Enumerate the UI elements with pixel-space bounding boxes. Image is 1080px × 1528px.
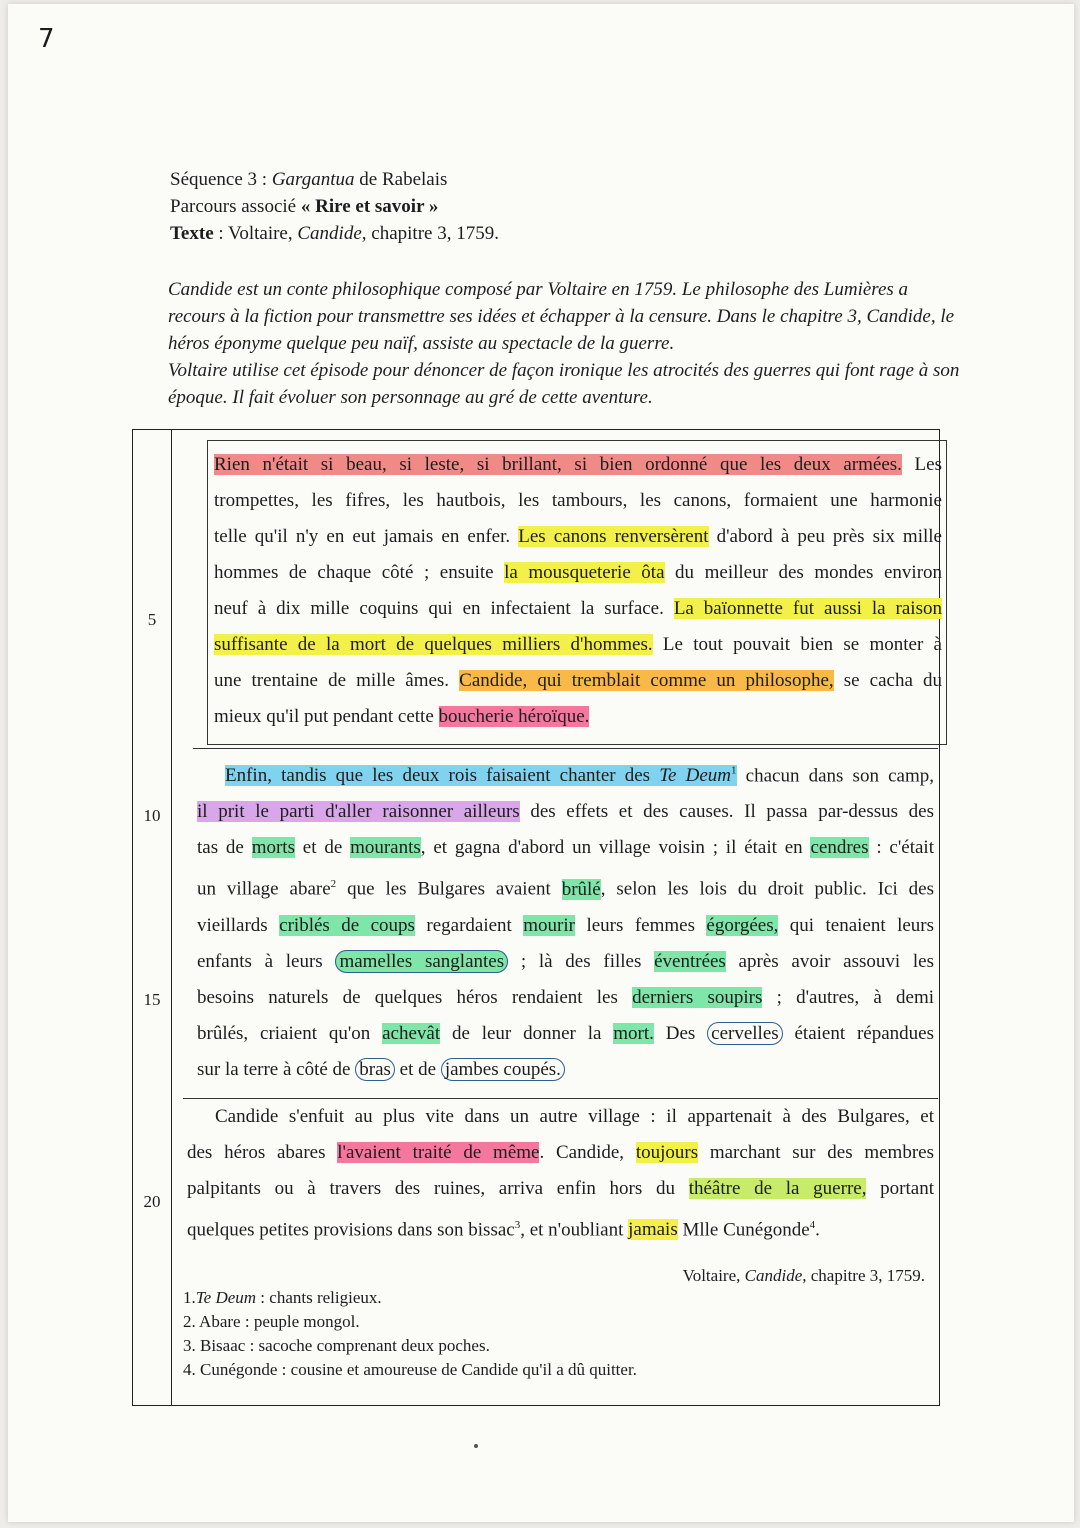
parcours-line: Parcours associé « Rire et savoir » xyxy=(170,196,439,217)
footnote: 3. Bisaac : sacoche comprenant deux poches. xyxy=(183,1336,490,1355)
sequence-line: Séquence 3 : Gargantua de Rabelais xyxy=(170,169,448,190)
footnote: 2. Abare : peuple mongol. xyxy=(183,1312,360,1331)
paragraph-1: Rien n'était si beau, si leste, si brillant, si bien ordonné que les deux armées. Les trompettes, les fifres, les hautbois, les tambours, les canons, formaient une harmonie telle qu'il n'y en eut jamais en enfer. Les canons renversèrent d'abord à peu près six mille hommes de chaque côté ; ensuite la mousqueterie ôta du meilleur des mondes environ neuf à dix mille coquins qui en infectaient la surface. La baïonnette fut aussi la raison suffisante de la mort de quelques milliers d'hommes. Le tout pouvait bien se monter à une trentaine de mille âmes. Candide, qui tremblait comme un philosophe, se cacha du mieux qu'il put pendant cette boucherie héroïque. xyxy=(207,440,947,745)
footnotes xyxy=(183,1286,637,1382)
source-signature: Voltaire, Candide, chapitre 3, 1759. xyxy=(682,1266,925,1285)
line-number: 15 xyxy=(143,990,161,1009)
text-frame xyxy=(132,429,943,1406)
introduction xyxy=(168,276,968,411)
line-number: 5 xyxy=(147,610,157,629)
line-number: 20 xyxy=(143,1192,161,1211)
intro-paragraph: Voltaire utilise cet épisode pour dénoncer de façon ironique les atrocités des guerres qui font rage à son époque. Il fait évoluer son personnage au gré de cette aventure. xyxy=(168,360,960,408)
document-header xyxy=(170,166,499,247)
page-mark: 7 xyxy=(38,24,55,54)
footnote: 1.Te Deum : chants religieux. xyxy=(183,1288,382,1307)
document-page xyxy=(8,4,1074,1522)
page-speck xyxy=(474,1444,478,1448)
footnote: 4. Cunégonde : cousine et amoureuse de Candide qu'il a dû quitter. xyxy=(183,1360,637,1379)
line-number-column xyxy=(133,430,172,1405)
texte-line: Texte : Voltaire, Candide, chapitre 3, 1759. xyxy=(170,223,499,244)
paragraph-2: Enfin, tandis que les deux rois faisaient chanter des Te Deum$^1$ chacun dans son camp, il prit le parti d'aller raisonner ailleurs des effets et des causes. Il passa par-dessus des tas de morts et de mourants, et gagna d'abord un village voisin ; il était en cendres : c'était un village abare$^2$ que les Bulgares avaient brûlé, selon les lois du droit public. Ici des vieillards criblés de coups regardaient mourir leurs femmes égorgées, qui tenaient leurs enfants à leurs mamelles sanglantes ; là des filles éventrées après avoir assouvi les besoins naturels de quelques héros rendaient les derniers soupirs ; d'autres, à demi brûlés, criaient qu'on achevât de leur donner la mort. Des cervelles étaient répandues sur la terre à côté de bras et de jambes coupés. xyxy=(193,748,938,1088)
paragraph-3: Candide s'enfuit au plus vite dans un autre village : il appartenait à des Bulgares, et des héros abares l'avaient traité de même. Candide, toujours marchant sur des membres palpitants ou à travers des ruines, arriva enfin hors du théâtre de la guerre, portant quelques petites provisions dans son bissac$^3$, et n'oubliant jamais Mlle Cunégonde$^4$. xyxy=(183,1098,938,1248)
intro-paragraph: Candide est un conte philosophique composé par Voltaire en 1759. Le philosophe des Lumières a recours à la fiction pour transmettre ses idées et échapper à la censure. Dans le chapitre 3, Candide, le héros éponyme quelque peu naïf, assiste au spectacle de la guerre. xyxy=(168,279,955,354)
line-number: 10 xyxy=(143,806,161,825)
